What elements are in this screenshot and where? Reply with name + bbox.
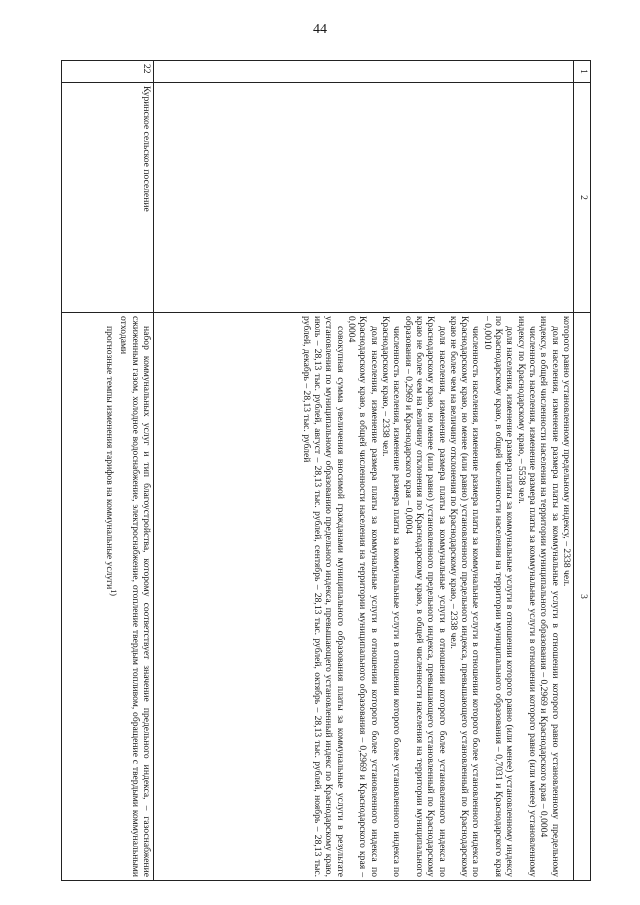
row-number — [154, 61, 574, 83]
paragraph: доля населения, изменение размера платы за коммунальные услуги в отношении которого равно (или менее) установленному индексу по Краснодарскому краю, в общей численности населения на территории муниципального образования – 0,7031 и Краснодарского края – 0,0010 — [481, 316, 516, 877]
table-row — [62, 61, 154, 881]
header-col-1: 1 — [574, 61, 591, 83]
paragraph: численность населения, изменение размера платы за коммунальные услуги в отношении которого равно (или менее) установленному индексу по Краснодарскому краю, – 5538 чел. — [515, 316, 539, 877]
data-table — [61, 60, 591, 881]
paragraph-text: прогнозные темпы изменения тарифов на коммунальные услуги — [103, 326, 115, 590]
paragraph: набор коммунальных услуг и тип благоустройства, которому соответствует значение предельного индекса, – газоснабжение сжиженным газом, холодное водоснабжение, электроснабжение, отопление твердым топливом, обращение с твердыми коммунальными отходами — [118, 316, 152, 877]
paragraph: которого равно установленному предельному индексу, – 2338 чел. — [561, 316, 572, 587]
paragraph: численность населения, изменение размера платы за коммунальные услуги в отношении которого более установленного индекса по Краснодарскому краю, но менее (или равно) установленного предельного индекса, превышающего установленный по Краснодарскому краю не более чем на величину отклонения по Краснодарскому краю, – 2338 чел. — [447, 316, 482, 877]
table-row — [154, 61, 574, 881]
table-header-row — [574, 61, 591, 881]
paragraph — [104, 316, 119, 877]
indicator-text — [154, 313, 574, 881]
row-number: 22 — [62, 61, 154, 83]
page-number: 44 — [313, 22, 327, 37]
header-col-2: 2 — [574, 83, 591, 313]
paragraph: совокупная сумма увеличения вносимой гражданами муниципального образования платы за коммунальные услуги в результате установления по муниципальному образованию предельного индекса, превышающего установленный индекс по Краснодарскому краю, июль – 28,13 тыс. рублей, август – 28,13 тыс. рублей, сентябрь – 28,13 тыс. рублей, октябрь – 28,13 тыс. рублей, ноябрь – 28,13 тыс. рублей, декабрь – 28,13 тыс. рублей — [300, 316, 346, 877]
municipality-name — [154, 83, 574, 313]
paragraph: доля населения, изменение размера платы за коммунальные услуги в отношении которого более установленного индекса по Краснодарскому краю, в общей численности населения на территории муниципального образования – 0,2969 и Краснодарского края – 0,0004 — [346, 316, 380, 877]
paragraph: доля населения, изменение размера платы за коммунальные услуги в отношении которого равно установленному предельному индексу, в общей численности населения на территории муниципального образования – 0,2969 и Краснодарского края – 0,0004 — [538, 316, 561, 877]
header-col-3: 3 — [574, 313, 591, 881]
paragraph: доля населения, изменение размера платы за коммунальные услуги в отношении которого более установленного индекса по Краснодарскому краю, но менее (или равно) установленного предельного индекса, превышающего установленный по Краснодарскому краю не более чем на величину отклонения по Краснодарскому краю, в общей численности населения на территории муниципального образования – 0,2969 и Краснодарского края – 0,0004 — [402, 316, 448, 877]
indicator-text — [62, 313, 154, 881]
municipality-name: Куринское сельское поселение — [62, 83, 154, 313]
rotated-table-container — [61, 60, 591, 880]
paragraph: численность населения, изменение размера платы за коммунальные услуги в отношении которого более установленного индекса по Краснодарскому краю, – 2338 чел. — [380, 316, 403, 877]
footnote-mark: 1) — [109, 589, 119, 596]
